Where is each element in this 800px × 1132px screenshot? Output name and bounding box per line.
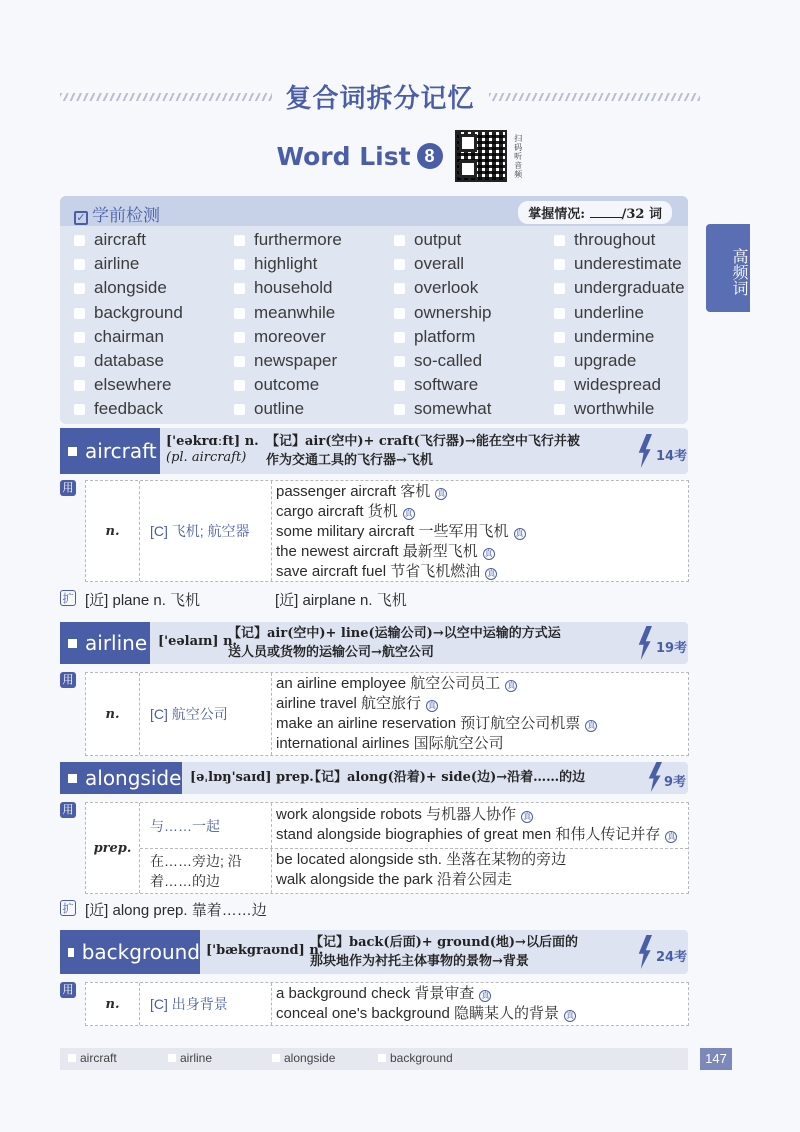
- example: conceal one's background 隐瞒某人的背景: [276, 1005, 559, 1022]
- exam-mark-icon: 真: [587, 721, 596, 730]
- footer-word: airline: [168, 1051, 212, 1065]
- checklist-item[interactable]: software: [394, 373, 554, 397]
- exam-mark-icon: 真: [515, 529, 524, 538]
- usage-table-airline: [85, 672, 689, 756]
- synonym-left: [近] along prep. 靠着……边: [85, 902, 267, 919]
- entry-memory-tip: 【记】air(空中)+ craft(飞行器)→能在空中飞行并被 作为交通工具的飞行器→飞机: [266, 434, 580, 468]
- checklist-item[interactable]: airline: [74, 252, 234, 276]
- lightning-icon: [638, 434, 652, 468]
- exam-mark-icon: 真: [507, 681, 516, 690]
- word-list-label: Word List: [276, 141, 411, 171]
- checklist-item[interactable]: chairman: [74, 325, 234, 349]
- example: passenger aircraft 客机: [276, 483, 431, 500]
- exam-mark-icon: 真: [487, 569, 496, 578]
- entry-phonetic: ['eəlaɪn] n.: [158, 634, 238, 649]
- entry-memory-tip: 【记】along(沿着)+ side(边)→沿着……的边: [308, 770, 586, 785]
- checklist-item[interactable]: underestimate: [554, 252, 702, 276]
- entry-header-aircraft: [60, 428, 688, 474]
- synonym-right: [近] airplane n. 飞机: [275, 592, 407, 609]
- checklist-item[interactable]: alongside: [74, 276, 234, 300]
- entry-header-alongside: [60, 762, 688, 794]
- lightning-icon: [638, 626, 652, 660]
- page-number: 147: [700, 1048, 732, 1070]
- examples: [276, 674, 597, 754]
- word-column: [74, 228, 234, 422]
- entry-phonetic: [əˌlɒŋ'saɪd] prep.: [190, 770, 314, 785]
- example: stand alongside biographies of great men 和伟人传记并存: [276, 826, 661, 843]
- usage-icon: 用: [60, 802, 76, 818]
- checklist-item[interactable]: outline: [234, 397, 394, 421]
- extension-icon: 扩: [60, 900, 76, 916]
- checklist-item[interactable]: overall: [394, 252, 554, 276]
- example: some military aircraft 一些军用飞机: [276, 523, 509, 540]
- page-title: 复合词拆分记忆: [285, 84, 475, 114]
- entry-header-background: [60, 930, 688, 974]
- qr-note: 扫码听音频: [513, 133, 523, 179]
- footer-word: aircraft: [68, 1051, 117, 1065]
- exam-frequency: 14考: [656, 449, 688, 464]
- usage-icon: 用: [60, 672, 76, 688]
- checklist-item[interactable]: database: [74, 349, 234, 373]
- examples: [276, 984, 576, 1024]
- exam-mark-icon: 真: [437, 489, 446, 498]
- pre-check-panel: [60, 196, 688, 424]
- word-column: [394, 228, 554, 422]
- entry-memory-tip: 【记】back(后面)+ ground(地)→以后面的 那块地作为衬托主体事物的景物→背景: [310, 935, 578, 969]
- checklist-item[interactable]: underline: [554, 301, 702, 325]
- checklist-item[interactable]: household: [234, 276, 394, 300]
- exam-mark-icon: 真: [484, 549, 493, 558]
- example: walk alongside the park 沿着公园走: [276, 871, 512, 888]
- checklist-item[interactable]: moreover: [234, 325, 394, 349]
- example: make an airline reservation 预订航空公司机票: [276, 715, 581, 732]
- divider: [489, 93, 701, 101]
- section-title: [60, 78, 700, 115]
- checklist-item[interactable]: so-called: [394, 349, 554, 373]
- word-column: [554, 228, 702, 422]
- side-tab-high-frequency: 高频词: [706, 224, 750, 312]
- part-of-speech: n.: [86, 673, 140, 755]
- checklist-item[interactable]: undermine: [554, 325, 702, 349]
- pre-check-header: [60, 196, 688, 226]
- example: international airlines 国际航空公司: [276, 735, 504, 752]
- footer-word: alongside: [272, 1051, 335, 1065]
- checklist-item[interactable]: elsewhere: [74, 373, 234, 397]
- example: the newest aircraft 最新型飞机: [276, 543, 478, 560]
- checklist-item[interactable]: feedback: [74, 397, 234, 421]
- meaning: [C] 飞机; 航空器: [140, 481, 272, 581]
- synonym-left: [近] plane n. 飞机: [85, 592, 201, 609]
- footer-word-index: [60, 1048, 688, 1070]
- checklist-item[interactable]: worthwhile: [554, 397, 702, 421]
- lightning-icon: [638, 935, 652, 969]
- meaning: [C] 航空公司: [140, 673, 272, 755]
- exam-frequency: 9考: [664, 775, 687, 790]
- meaning: [C] 出身背景: [140, 983, 272, 1025]
- exam-mark-icon: 真: [428, 701, 437, 710]
- qr-code-icon[interactable]: [455, 130, 507, 182]
- checklist-item[interactable]: meanwhile: [234, 301, 394, 325]
- word-list-number: 8: [417, 143, 443, 169]
- word-column: [234, 228, 394, 422]
- extension-icon: 扩: [60, 590, 76, 606]
- example: be located alongside sth. 坐落在某物的旁边: [276, 851, 567, 868]
- part-of-speech: prep.: [86, 803, 140, 893]
- checklist-item[interactable]: aircraft: [74, 228, 234, 252]
- usage-table-alongside: [85, 802, 689, 894]
- entry-word: airline: [60, 622, 150, 664]
- entry-word: alongside: [60, 762, 182, 794]
- checklist-item[interactable]: overlook: [394, 276, 554, 300]
- example: an airline employee 航空公司员工: [276, 675, 501, 692]
- example: airline travel 航空旅行: [276, 695, 422, 712]
- checklist-item[interactable]: ownership: [394, 301, 554, 325]
- exam-frequency: 24考: [656, 950, 688, 965]
- part-of-speech: n.: [86, 481, 140, 581]
- word-list-heading: [0, 130, 800, 182]
- checklist-item[interactable]: undergraduate: [554, 276, 702, 300]
- checklist-item[interactable]: somewhat: [394, 397, 554, 421]
- checklist-item[interactable]: highlight: [234, 252, 394, 276]
- mastery-field[interactable]: 掌握情况: /32 词: [518, 201, 672, 224]
- part-of-speech: n.: [86, 983, 140, 1025]
- meaning: 与……一起: [140, 803, 272, 848]
- checklist-item[interactable]: output: [394, 228, 554, 252]
- entry-header-airline: [60, 622, 688, 664]
- exam-mark-icon: 真: [566, 1011, 574, 1020]
- entry-phonetic: ['eəkrɑːft] n. (pl. aircraft): [166, 434, 259, 465]
- word-checklist: [60, 228, 688, 422]
- examples: [276, 805, 677, 845]
- checklist-item[interactable]: throughout: [554, 228, 702, 252]
- checkbox-icon: ✓: [74, 211, 88, 225]
- example: cargo aircraft 货机: [276, 503, 398, 520]
- checklist-item[interactable]: furthermore: [234, 228, 394, 252]
- examples: [276, 850, 566, 890]
- exam-mark-icon: 真: [481, 991, 490, 1000]
- pre-check-title: ✓ 学前检测: [74, 201, 160, 226]
- exam-mark-icon: 真: [523, 812, 532, 821]
- exam-mark-icon: 真: [404, 509, 413, 518]
- checklist-item[interactable]: upgrade: [554, 349, 702, 373]
- usage-icon: 用: [60, 982, 76, 998]
- entry-word: background: [60, 930, 200, 974]
- divider: [60, 93, 272, 101]
- exam-mark-icon: 真: [667, 832, 676, 841]
- checklist-item[interactable]: platform: [394, 325, 554, 349]
- examples: [276, 482, 526, 582]
- checklist-item[interactable]: widespread: [554, 373, 702, 397]
- checklist-item[interactable]: outcome: [234, 373, 394, 397]
- checklist-item[interactable]: newspaper: [234, 349, 394, 373]
- example: save aircraft fuel 节省飞机燃油: [276, 563, 481, 580]
- usage-icon: 用: [60, 480, 76, 496]
- checklist-item[interactable]: background: [74, 301, 234, 325]
- example: work alongside robots 与机器人协作: [276, 806, 517, 823]
- example: a background check 背景审查: [276, 985, 475, 1002]
- meaning: 在……旁边; 沿着……的边: [140, 849, 272, 893]
- entry-word: aircraft: [60, 428, 160, 474]
- usage-table-background: [85, 982, 689, 1026]
- entry-memory-tip: 【记】air(空中)+ line(运输公司)→以空中运输的方式运 送人员或货物的运输公司→航空公司: [228, 626, 561, 660]
- exam-frequency: 19考: [656, 641, 688, 656]
- lightning-icon: [648, 762, 662, 792]
- entry-phonetic: ['bækgraʊnd] n.: [206, 943, 324, 958]
- usage-table-aircraft: [85, 480, 689, 582]
- footer-word: background: [378, 1051, 453, 1065]
